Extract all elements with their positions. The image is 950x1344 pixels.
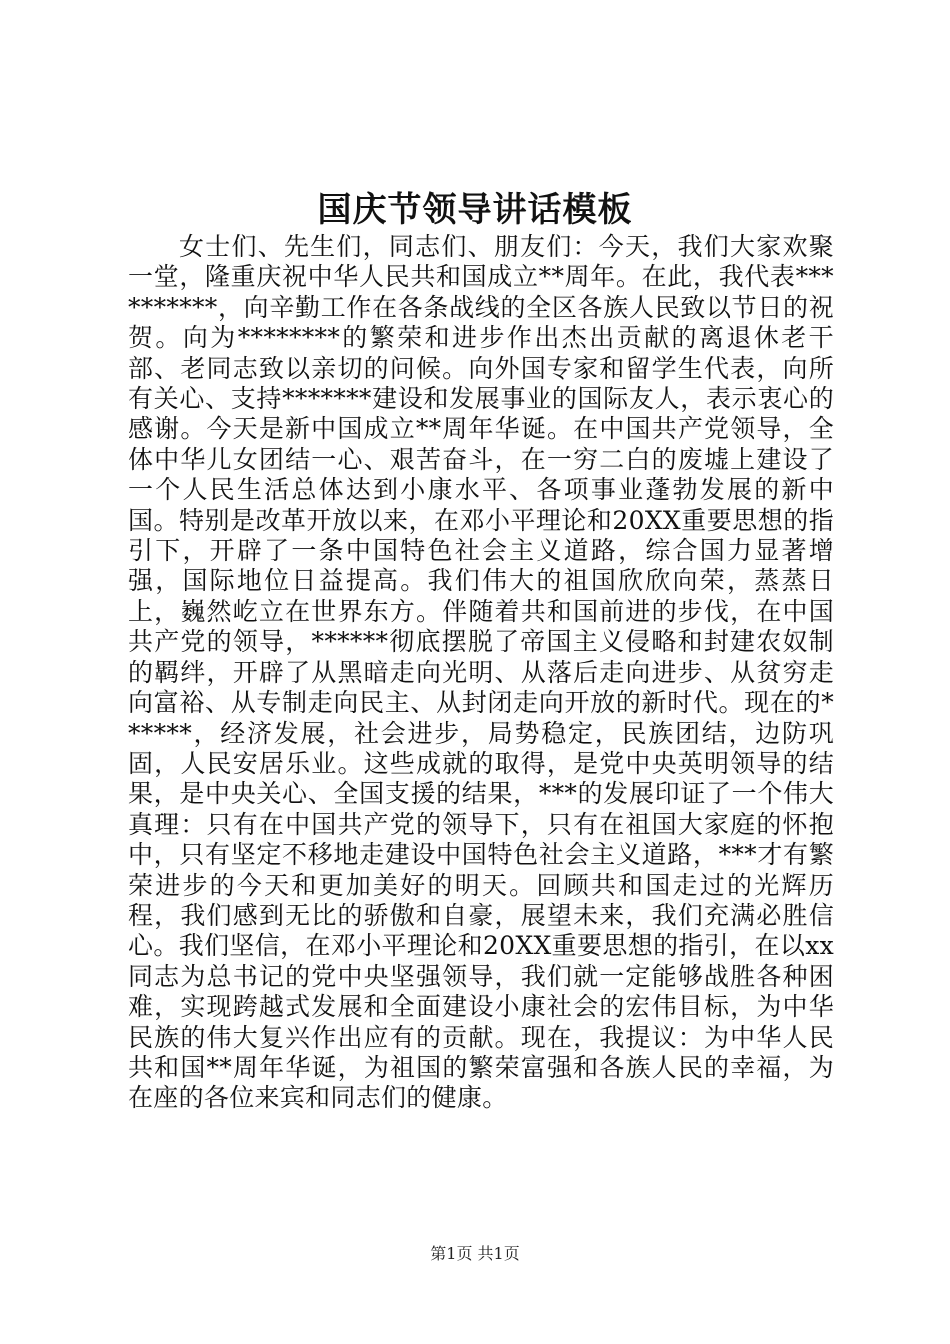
- document-title: 国庆节领导讲话模板: [317, 190, 633, 230]
- document-body-paragraph: 女士们、先生们，同志们、朋友们：今天，我们大家欢聚一堂，隆重庆祝中华人民共和国成立**周年。在此，我代表**********，向辛勤工作在各条战线的全区各族人民致以节日的祝贺。向为********的繁荣和进步作出杰出贡献的离退休老干部、老同志致以亲切的问候。向外国专家和留学生代表，向所有关心、支持*******建设和发展事业的国际友人，表示衷心的感谢。今天是新中国成立**周年华诞。在中国共产党领导，全体中华儿女团结一心、艰苦奋斗，在一穷二白的废墟上建设了一个人民生活总体达到小康水平、各项事业蓬勃发展的新中国。特别是改革开放以来，在邓小平理论和20XX重要思想的指引下，开辟了一条中国特色社会主义道路，综合国力显著增强，国际地位日益提高。我们伟大的祖国欣欣向荣，蒸蒸日上，巍然屹立在世界东方。伴随着共和国前进的步伐，在中国共产党的领导，******彻底摆脱了帝国主义侵略和封建农奴制的羁绊，开辟了从黑暗走向光明、从落后走向进步、从贫穷走向富裕、从专制走向民主、从封闭走向开放的新时代。现在的******，经济发展，社会进步，局势稳定，民族团结，边防巩固，人民安居乐业。这些成就的取得，是党中央英明领导的结果，是中央关心、全国支援的结果，***的发展印证了一个伟大真理：只有在中国共产党的领导下，只有在祖国大家庭的怀抱中，只有坚定不移地走建设中国特色社会主义道路，***才有繁荣进步的今天和更加美好的明天。回顾共和国走过的光辉历程，我们感到无比的骄傲和自豪，展望未来，我们充满必胜信心。我们坚信，在邓小平理论和20XX重要思想的指引，在以xx同志为总书记的党中央坚强领导，我们就一定能够战胜各种困难，实现跨越式发展和全面建设小康社会的宏伟目标，为中华民族的伟大复兴作出应有的贡献。现在，我提议：为中华人民共和国**周年华诞，为祖国的繁荣富强和各族人民的幸福，为在座的各位来宾和同志们的健康。: [128, 232, 834, 1113]
- page-number-footer: 第1页 共1页: [430, 1244, 520, 1263]
